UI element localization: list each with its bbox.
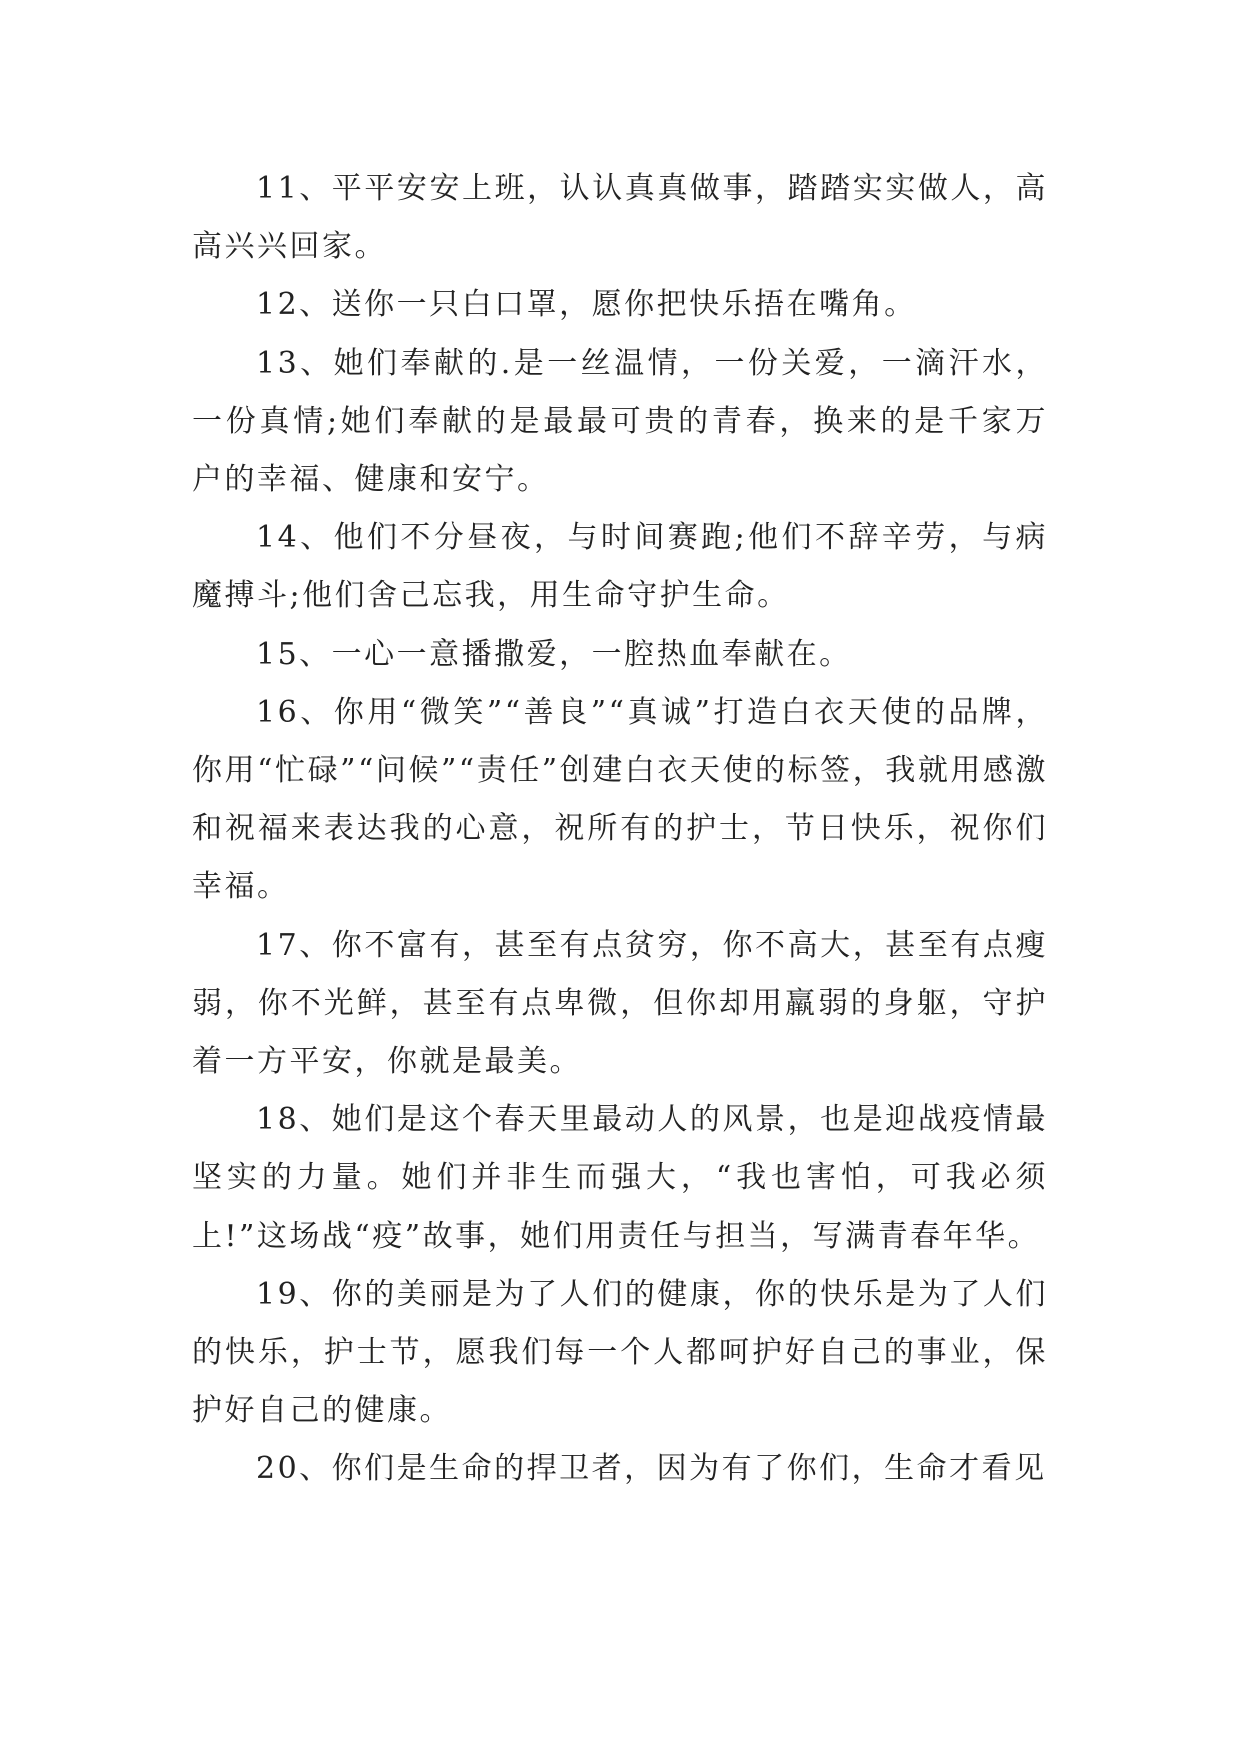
paragraph-15: 15、一心一意播撒爱，一腔热血奉献在。 [256,636,852,672]
paragraph-12: 12、送你一只白口罩，愿你把快乐捂在嘴角。 [256,287,917,323]
paragraph-19: 19、你的美丽是为了人们的健康，你的快乐是为了人们的快乐，护士节，愿我们每一个人都呵护好自己的事业，保护好自己的健康。 [192,1276,1048,1429]
paragraph-14: 14、他们不分昼夜，与时间赛跑;他们不辞辛劳，与病魔搏斗;他们舍己忘我，用生命守护生命。 [192,520,1048,614]
paragraph-20: 20、你们是生命的捍卫者，因为有了你们，生命才看见 [256,1451,1047,1487]
paragraph-17: 17、你不富有，甚至有点贫穷，你不高大，甚至有点瘦弱，你不光鲜，甚至有点卑微，但你却用羸弱的身躯，守护着一方平安，你就是最美。 [192,927,1048,1080]
paragraph-16: 16、你用“微笑”“善良”“真诚”打造白衣天使的品牌，你用“忙碌”“问候”“责任”创建白衣天使的标签，我就用感激和祝福来表达我的心意，祝所有的护士，节日快乐，祝你们幸福。 [192,694,1048,905]
paragraph-11: 11、平平安安上班，认认真真做事，踏踏实实做人，高高兴兴回家。 [192,171,1048,265]
paragraph-13: 13、她们奉献的.是一丝温情，一份关爱，一滴汗水，一份真情;她们奉献的是最最可贵的青春，换来的是千家万户的幸福、健康和安宁。 [192,345,1048,498]
paragraph-18: 18、她们是这个春天里最动人的风景，也是迎战疫情最坚实的力量。她们并非生而强大，“我也害怕，可我必须上!”这场战“疫”故事，她们用责任与担当，写满青春年华。 [192,1102,1048,1254]
document-body [192,160,1048,1499]
